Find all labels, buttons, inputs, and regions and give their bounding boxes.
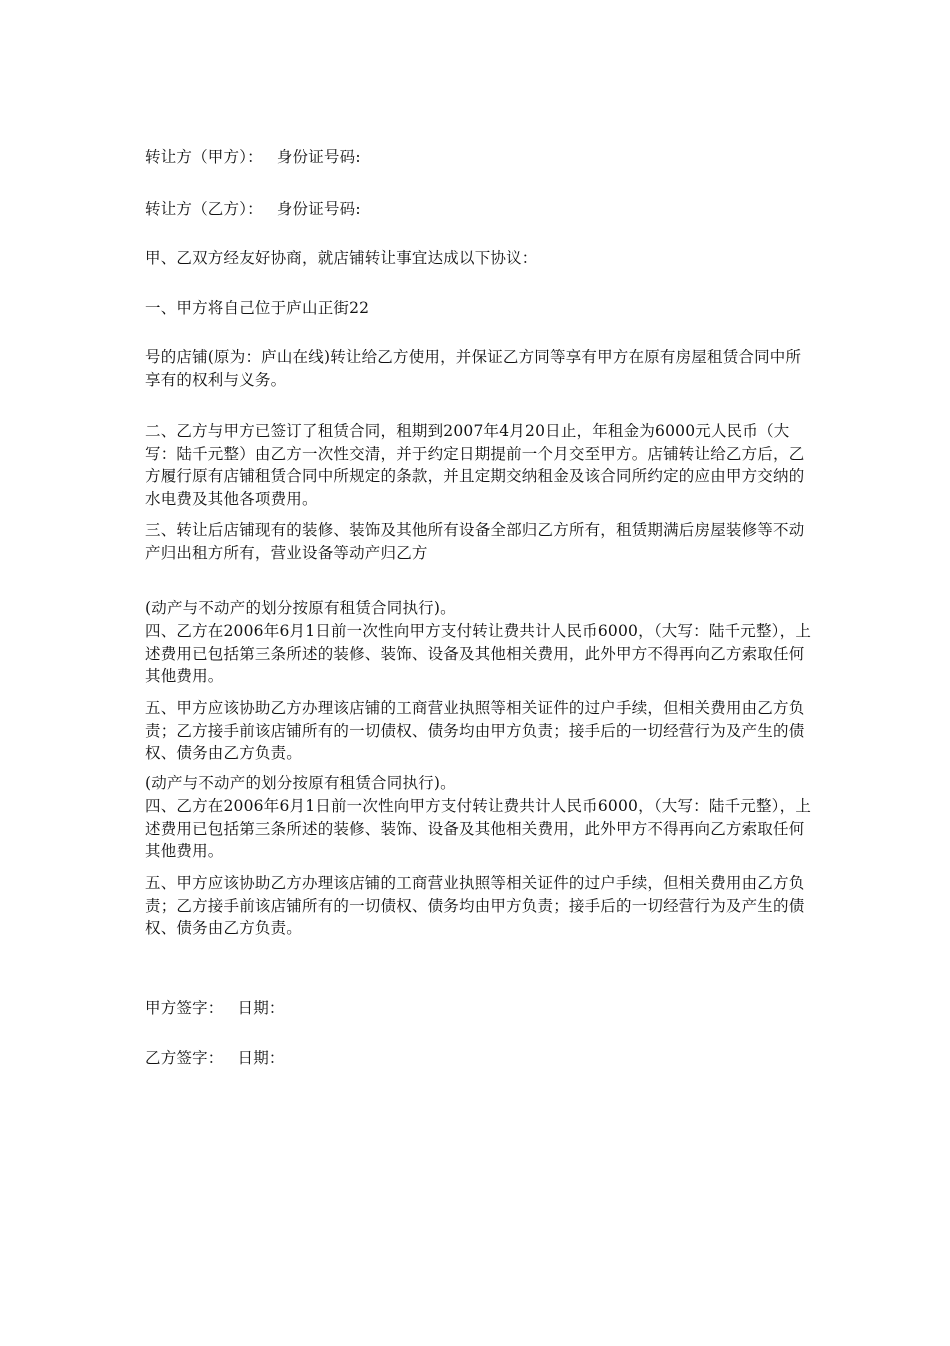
clause-2: 二、乙方与甲方已签订了租赁合同，租期到2007年4月20日止，年租金为6000元人民币（大写：陆千元整）由乙方一次性交清，并于约定日期提前一个月交至甲方。店铺转让给乙方后，乙方履行原有店铺租赁合同中所规定的条款，并且定期交纳租金及该合同所约定的应由甲方交纳的水电费及其他各项费用。 <box>145 422 805 508</box>
party-b-signature-row <box>145 1048 285 1068</box>
clause-1-line: 一、甲方将自己位于庐山正街22 <box>145 299 370 317</box>
party-b-row <box>145 199 361 219</box>
party-a-signature-row <box>145 998 285 1018</box>
party-a-sign-label: 甲方签字： <box>145 999 224 1017</box>
party-b-id-label: 身份证号码: <box>276 200 361 218</box>
party-a-date-label: 日期： <box>237 999 285 1017</box>
party-a-row <box>145 147 361 167</box>
party-b-date-label: 日期： <box>237 1049 285 1067</box>
clause-1-continuation: 号的店铺(原为：庐山在线)转让给乙方使用，并保证乙方同等享有甲方在原有房屋租赁合同中所享有的权利与义务。 <box>145 348 802 389</box>
clause-5-first: 五、甲方应该协助乙方办理该店铺的工商营业执照等相关证件的过户手续，但相关费用由乙方负责；乙方接手前该店铺所有的一切债权、债务均由甲方负责；接手后的一切经营行为及产生的债权、债务由乙方负责。 <box>145 699 805 762</box>
party-b-sign-label: 乙方签字： <box>145 1049 224 1067</box>
party-a-id-label: 身份证号码: <box>276 148 361 166</box>
party-b-label: 转让方（乙方）： <box>145 200 263 218</box>
clause-4-second: 四、乙方在2006年6月1日前一次性向甲方支付转让费共计人民币6000，（大写：陆千元整），上述费用已包括第三条所述的装修、装饰、设备及其他相关费用，此外甲方不得再向乙方索取任何其他费用。 <box>145 797 812 860</box>
note-1: (动产与不动产的划分按原有租赁合同执行)。 <box>145 599 456 617</box>
party-a-label: 转让方（甲方）： <box>145 148 263 166</box>
clause-5-second: 五、甲方应该协助乙方办理该店铺的工商营业执照等相关证件的过户手续，但相关费用由乙方负责；乙方接手前该店铺所有的一切债权、债务均由甲方负责；接手后的一切经营行为及产生的债权、债务由乙方负责。 <box>145 874 805 937</box>
note-2: (动产与不动产的划分按原有租赁合同执行)。 <box>145 774 456 792</box>
clause-3: 三、转让后店铺现有的装修、装饰及其他所有设备全部归乙方所有，租赁期满后房屋装修等不动产归出租方所有，营业设备等动产归乙方 <box>145 521 805 562</box>
intro-paragraph: 甲、乙双方经友好协商，就店铺转让事宜达成以下协议： <box>145 249 538 267</box>
clause-4-first: 四、乙方在2006年6月1日前一次性向甲方支付转让费共计人民币6000，（大写：陆千元整），上述费用已包括第三条所述的装修、装饰、设备及其他相关费用，此外甲方不得再向乙方索取任何其他费用。 <box>145 622 812 685</box>
